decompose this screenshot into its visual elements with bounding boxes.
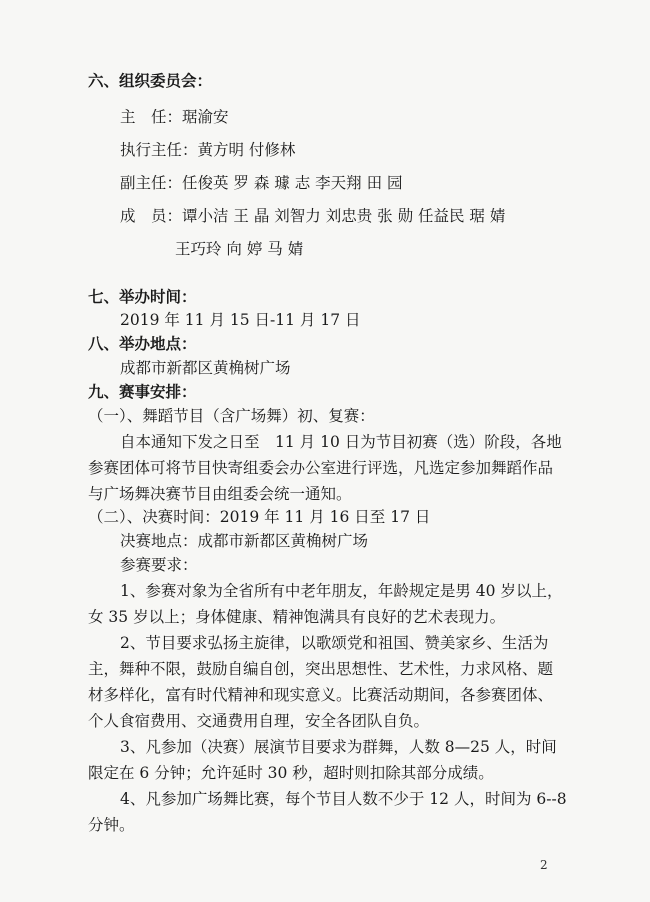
requirements-label: 参赛要求： <box>120 556 198 574</box>
requirement-3: 3、凡参加（决赛）展演节目要求为群舞，人数 8—25 人，时间 <box>120 738 557 756</box>
section-7-heading: 七、举办时间： <box>88 288 197 306</box>
section-6-heading: 六、组织委员会： <box>88 72 213 90</box>
event-venue: 成都市新都区黄桷树广场 <box>120 359 291 377</box>
requirement-2-cont: 个人食宿费用、交通费用自理，安全各团队自负。 <box>88 712 430 730</box>
requirement-3-cont: 限定在 6 分钟；允许延时 30 秒，超时则扣除其部分成绩。 <box>88 764 494 782</box>
final-venue: 决赛地点：成都市新都区黄桷树广场 <box>120 532 369 550</box>
requirement-4-cont: 分钟。 <box>88 816 135 834</box>
requirement-4: 4、凡参加广场舞比赛，每个节目人数不少于 12 人，时间为 6--8 <box>120 790 567 808</box>
event-dates: 2019 年 11 月 15 日-11 月 17 日 <box>120 311 361 329</box>
paragraph-line: 与广场舞决赛节目由组委会统一通知。 <box>88 485 352 503</box>
committee-executive-director: 执行主任：黄方明 付修林 <box>120 141 296 159</box>
subsection-1-heading: （一）、舞蹈节目（含广场舞）初、复赛： <box>88 407 375 425</box>
committee-deputy-director: 副主任：任俊英 罗 森 璩 志 李天翔 田 园 <box>120 174 403 192</box>
requirement-1: 1、参赛对象为全省所有中老年朋友，年龄规定是男 40 岁以上， <box>120 582 563 600</box>
section-9-heading: 九、赛事安排： <box>88 383 197 401</box>
section-8-heading: 八、举办地点： <box>88 335 197 353</box>
subsection-2-heading: （二）、决赛时间：2019 年 11 月 16 日至 17 日 <box>88 508 431 526</box>
requirement-1-cont: 女 35 岁以上；身体健康、精神饱满具有良好的艺术表现力。 <box>88 608 506 626</box>
requirement-2-cont: 材多样化，富有时代精神和现实意义。比赛活动期间，各参赛团体、 <box>88 686 554 704</box>
requirement-2: 2、节目要求弘扬主旋律，以歌颂党和祖国、赞美家乡、生活为 <box>120 634 549 652</box>
paragraph-line: 参赛团体可将节目快寄组委会办公室进行评选，凡选定参加舞蹈作品 <box>88 459 554 477</box>
page-number: 2 <box>540 858 548 872</box>
paragraph-line: 自本通知下发之日至 11 月 10 日为节目初赛（选）阶段，各地 <box>120 433 562 451</box>
committee-members-cont: 王巧玲 向 婷 马 婧 <box>175 240 304 258</box>
committee-director: 主 任：琚渝安 <box>120 108 229 126</box>
requirement-2-cont: 主，舞种不限，鼓励自编自创，突出思想性、艺术性，力求风格、题 <box>88 660 554 678</box>
committee-members: 成 员：谭小洁 王 晶 刘智力 刘忠贵 张 勋 任益民 琚 婧 <box>120 207 506 225</box>
